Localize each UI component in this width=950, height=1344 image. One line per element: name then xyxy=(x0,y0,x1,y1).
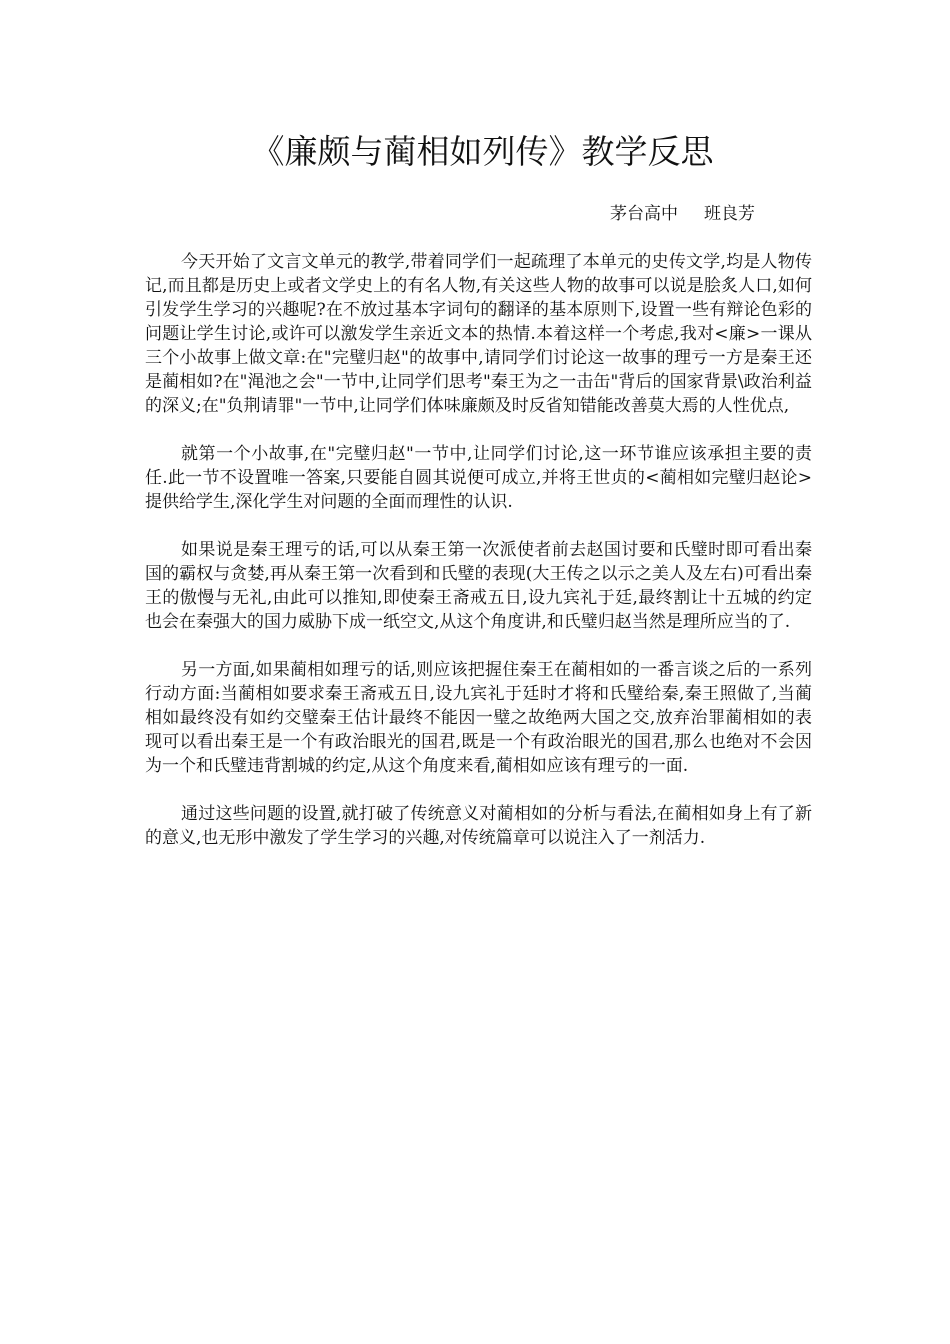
document-title: 《廉颇与蔺相如列传》教学反思 xyxy=(251,132,714,171)
author-school: 茅台高中 xyxy=(610,204,678,224)
paragraph-2: 就第一个小故事,在"完璧归赵"一节中,让同学们讨论,这一环节谁应该承担主要的责任.此一节不设置唯一答案,只要能自圆其说便可成立,并将王世贞的<蔺相如完璧归赵论>提供给学生,深化学生对问题的全面而理性的认识. xyxy=(145,444,812,512)
paragraph-1: 今天开始了文言文单元的教学,带着同学们一起疏理了本单元的史传文学,均是人物传记,而且都是历史上或者文学史上的有名人物,有关这些人物的故事可以说是脍炙人口,如何引发学生学习的兴趣呢?在不放过基本字词句的翻译的基本原则下,设置一些有辩论色彩的问题让学生讨论,或许可以激发学生亲近文本的热情.本着这样一个考虑,我对<廉>一课从三个小故事上做文章:在"完璧归赵"的故事中,请同学们讨论这一故事的理亏一方是秦王还是蔺相如?在"渑池之会"一节中,让同学们思考"秦王为之一击缶"背后的国家背景\政治利益的深义;在"负荆请罪"一节中,让同学们体味廉颇及时反省知错能改善莫大焉的人性优点, xyxy=(145,252,812,416)
paragraph-5: 通过这些问题的设置,就打破了传统意义对蔺相如的分析与看法,在蔺相如身上有了新的意义,也无形中激发了学生学习的兴趣,对传统篇章可以说注入了一剂活力. xyxy=(145,804,812,848)
paragraph-4: 另一方面,如果蔺相如理亏的话,则应该把握住秦王在蔺相如的一番言谈之后的一系列行动方面:当蔺相如要求秦王斋戒五日,设九宾礼于廷时才将和氏璧给秦,秦王照做了,当蔺相如最终没有如约交璧秦王估计最终不能因一璧之故绝两大国之交,放弃治罪蔺相如的表现可以看出秦王是一个有政治眼光的国君,既是一个有政治眼光的国君,那么也绝对不会因为一个和氏璧违背割城的约定,从这个角度来看,蔺相如应该有理亏的一面. xyxy=(145,660,812,776)
document-body xyxy=(145,250,812,874)
author-name: 班良芳 xyxy=(704,204,755,224)
paragraph-3: 如果说是秦王理亏的话,可以从秦王第一次派使者前去赵国讨要和氏璧时即可看出秦国的霸权与贪婪,再从秦王第一次看到和氏璧的表现(大王传之以示之美人及左右)可看出秦王的傲慢与无礼,由此可以推知,即使秦王斋戒五日,设九宾礼于廷,最终割让十五城的约定也会在秦强大的国力威胁下成一纸空文,从这个角度讲,和氏璧归赵当然是理所应当的了. xyxy=(145,540,812,632)
author-line xyxy=(610,202,755,226)
